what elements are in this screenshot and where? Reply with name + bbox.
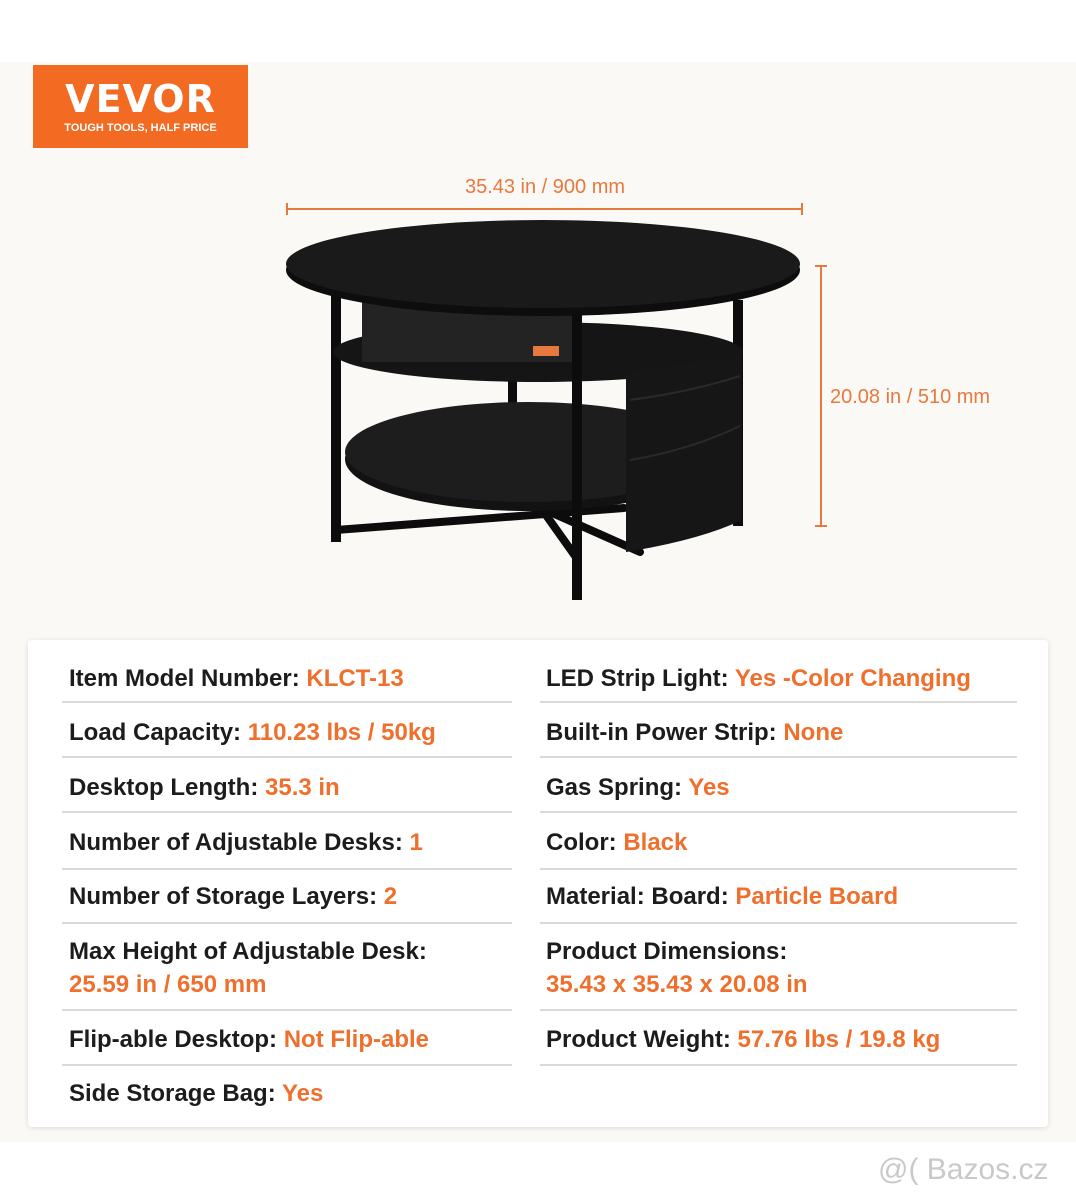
spec-label: Desktop Length: [69,774,259,801]
width-dimension-line [287,203,802,215]
divider [540,1009,1017,1011]
drawer-label [533,346,559,356]
spec-side-storage-bag [69,1077,539,1110]
height-dimension-label: 20.08 in / 510 mm [830,386,991,408]
spec-adjustable-desks [69,826,539,859]
spec-label: Material: Board: [546,883,729,910]
brand-name: VEVOR [65,77,216,121]
spec-value: 35.3 in [265,774,340,801]
spec-material [546,880,1026,913]
spec-value: 1 [409,829,423,856]
spec-value: 110.23 lbs / 50kg [247,719,436,746]
divider [540,868,1017,870]
spec-label: LED Strip Light: [546,665,729,692]
spec-label: Side Storage Bag: [69,1080,276,1107]
spec-label: Flip-able Desktop: [69,1026,278,1053]
divider [540,701,1017,703]
spec-value: Not Flip-able [283,1026,430,1053]
spec-label: Built-in Power Strip: [546,719,777,746]
spec-value: KLCT-13 [306,665,404,692]
brand-tagline: TOUGH TOOLS, HALF PRICE [64,122,217,134]
height-dimension-line [815,266,827,526]
divider [540,811,1017,813]
spec-product-weight [546,1023,1026,1056]
spec-color [546,826,1026,859]
spec-value: Yes [688,774,730,801]
width-dimension-label: 35.43 in / 900 mm [464,176,626,198]
divider [62,868,512,870]
spec-desktop-length [69,771,539,804]
spec-label: Load Capacity: [69,719,242,746]
spec-value: Yes -Color Changing [734,665,971,692]
side-storage-bag [626,356,742,552]
spec-value: 2 [383,883,398,910]
spec-label: Item Model Number: [69,665,300,692]
spec-value: 25.59 in / 650 mm [69,971,267,998]
spec-item-model-number [69,662,539,695]
spec-value: Black [623,829,688,856]
spec-storage-layers [69,880,539,913]
spec-max-height [69,935,539,1001]
spec-label: Gas Spring: [546,774,683,801]
spec-label: Product Dimensions: [546,938,788,965]
divider [62,756,512,758]
spec-label: Product Weight: [546,1026,731,1053]
divider [540,922,1017,924]
divider [62,811,512,813]
spec-label: Number of Storage Layers: [69,883,378,910]
divider [62,701,512,703]
spec-value: Particle Board [735,883,899,910]
spec-load-capacity [69,716,539,749]
spec-gas-spring [546,771,1026,804]
divider [62,1064,512,1066]
divider [540,756,1017,758]
spec-label: Number of Adjustable Desks: [69,829,403,856]
divider [62,922,512,924]
spec-label: Color: [546,829,617,856]
divider [62,1009,512,1011]
spec-label: Max Height of Adjustable Desk: [69,938,427,965]
spec-product-dimensions [546,935,1026,1001]
spec-value: 57.76 lbs / 19.8 kg [737,1026,941,1053]
table-base [336,508,640,560]
spec-value: Yes [281,1080,324,1107]
spec-flip-able-desktop [69,1023,539,1056]
spec-led-strip-light [546,662,1026,695]
bazos-watermark: @( Bazos.cz [878,1153,1049,1186]
spec-value: None [783,719,844,746]
spec-power-strip [546,716,1026,749]
divider [540,1064,1017,1066]
spec-value: 35.43 x 35.43 x 20.08 in [546,971,808,998]
